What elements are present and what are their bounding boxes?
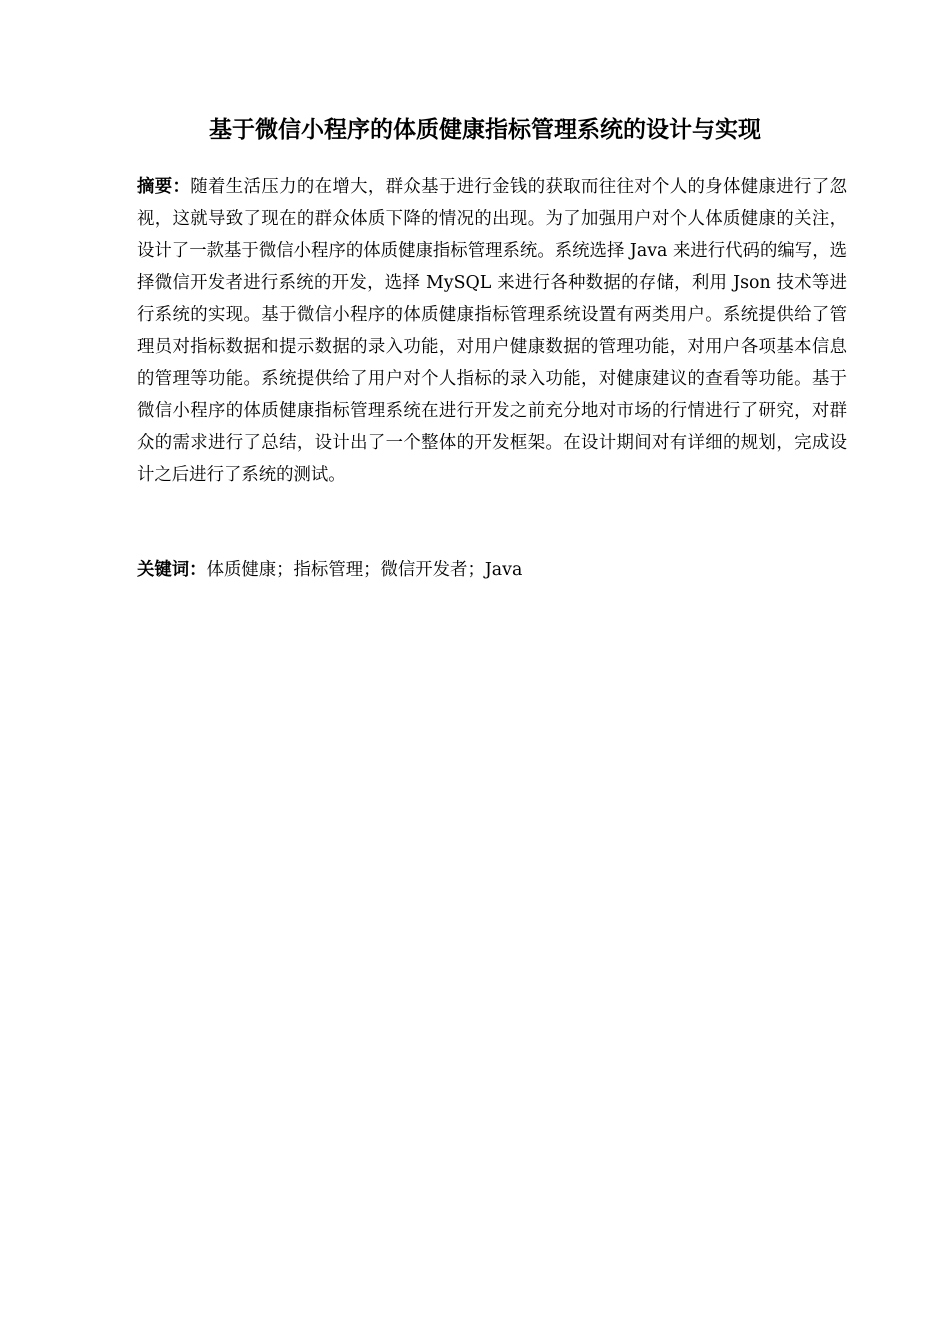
keywords-label: 关键词： [137, 560, 207, 580]
abstract-paragraph [137, 171, 847, 491]
keywords-text: 体质健康；指标管理；微信开发者；Java [206, 560, 523, 580]
keywords-line [137, 554, 847, 586]
abstract-text: 随着生活压力的在增大，群众基于进行金钱的获取而往往对个人的身体健康进行了忽视，这就导致了现在的群众体质下降的情况的出现。为了加强用户对个人体质健康的关注，设计了一款基于微信小程序的体质健康指标管理系统。系统选择 Java 来进行代码的编写，选择微信开发者进行系统的开发，选择 MySQL 来进行各种数据的存储，利用 Json 技术等进行系统的实现。基于微信小程序的体质健康指标管理系统设置有两类用户。系统提供给了管理员对指标数据和提示数据的录入功能，对用户健康数据的管理功能，对用户各项基本信息的管理等功能。系统提供给了用户对个人指标的录入功能，对健康建议的查看等功能。基于微信小程序的体质健康指标管理系统在进行开发之前充分地对市场的行情进行了研究，对群众的需求进行了总结，设计出了一个整体的开发框架。在设计期间对有详细的规划，完成设计之后进行了系统的测试。 [137, 177, 847, 485]
document-title: 基于微信小程序的体质健康指标管理系统的设计与实现 [209, 117, 761, 143]
abstract-label: 摘要： [137, 177, 191, 197]
